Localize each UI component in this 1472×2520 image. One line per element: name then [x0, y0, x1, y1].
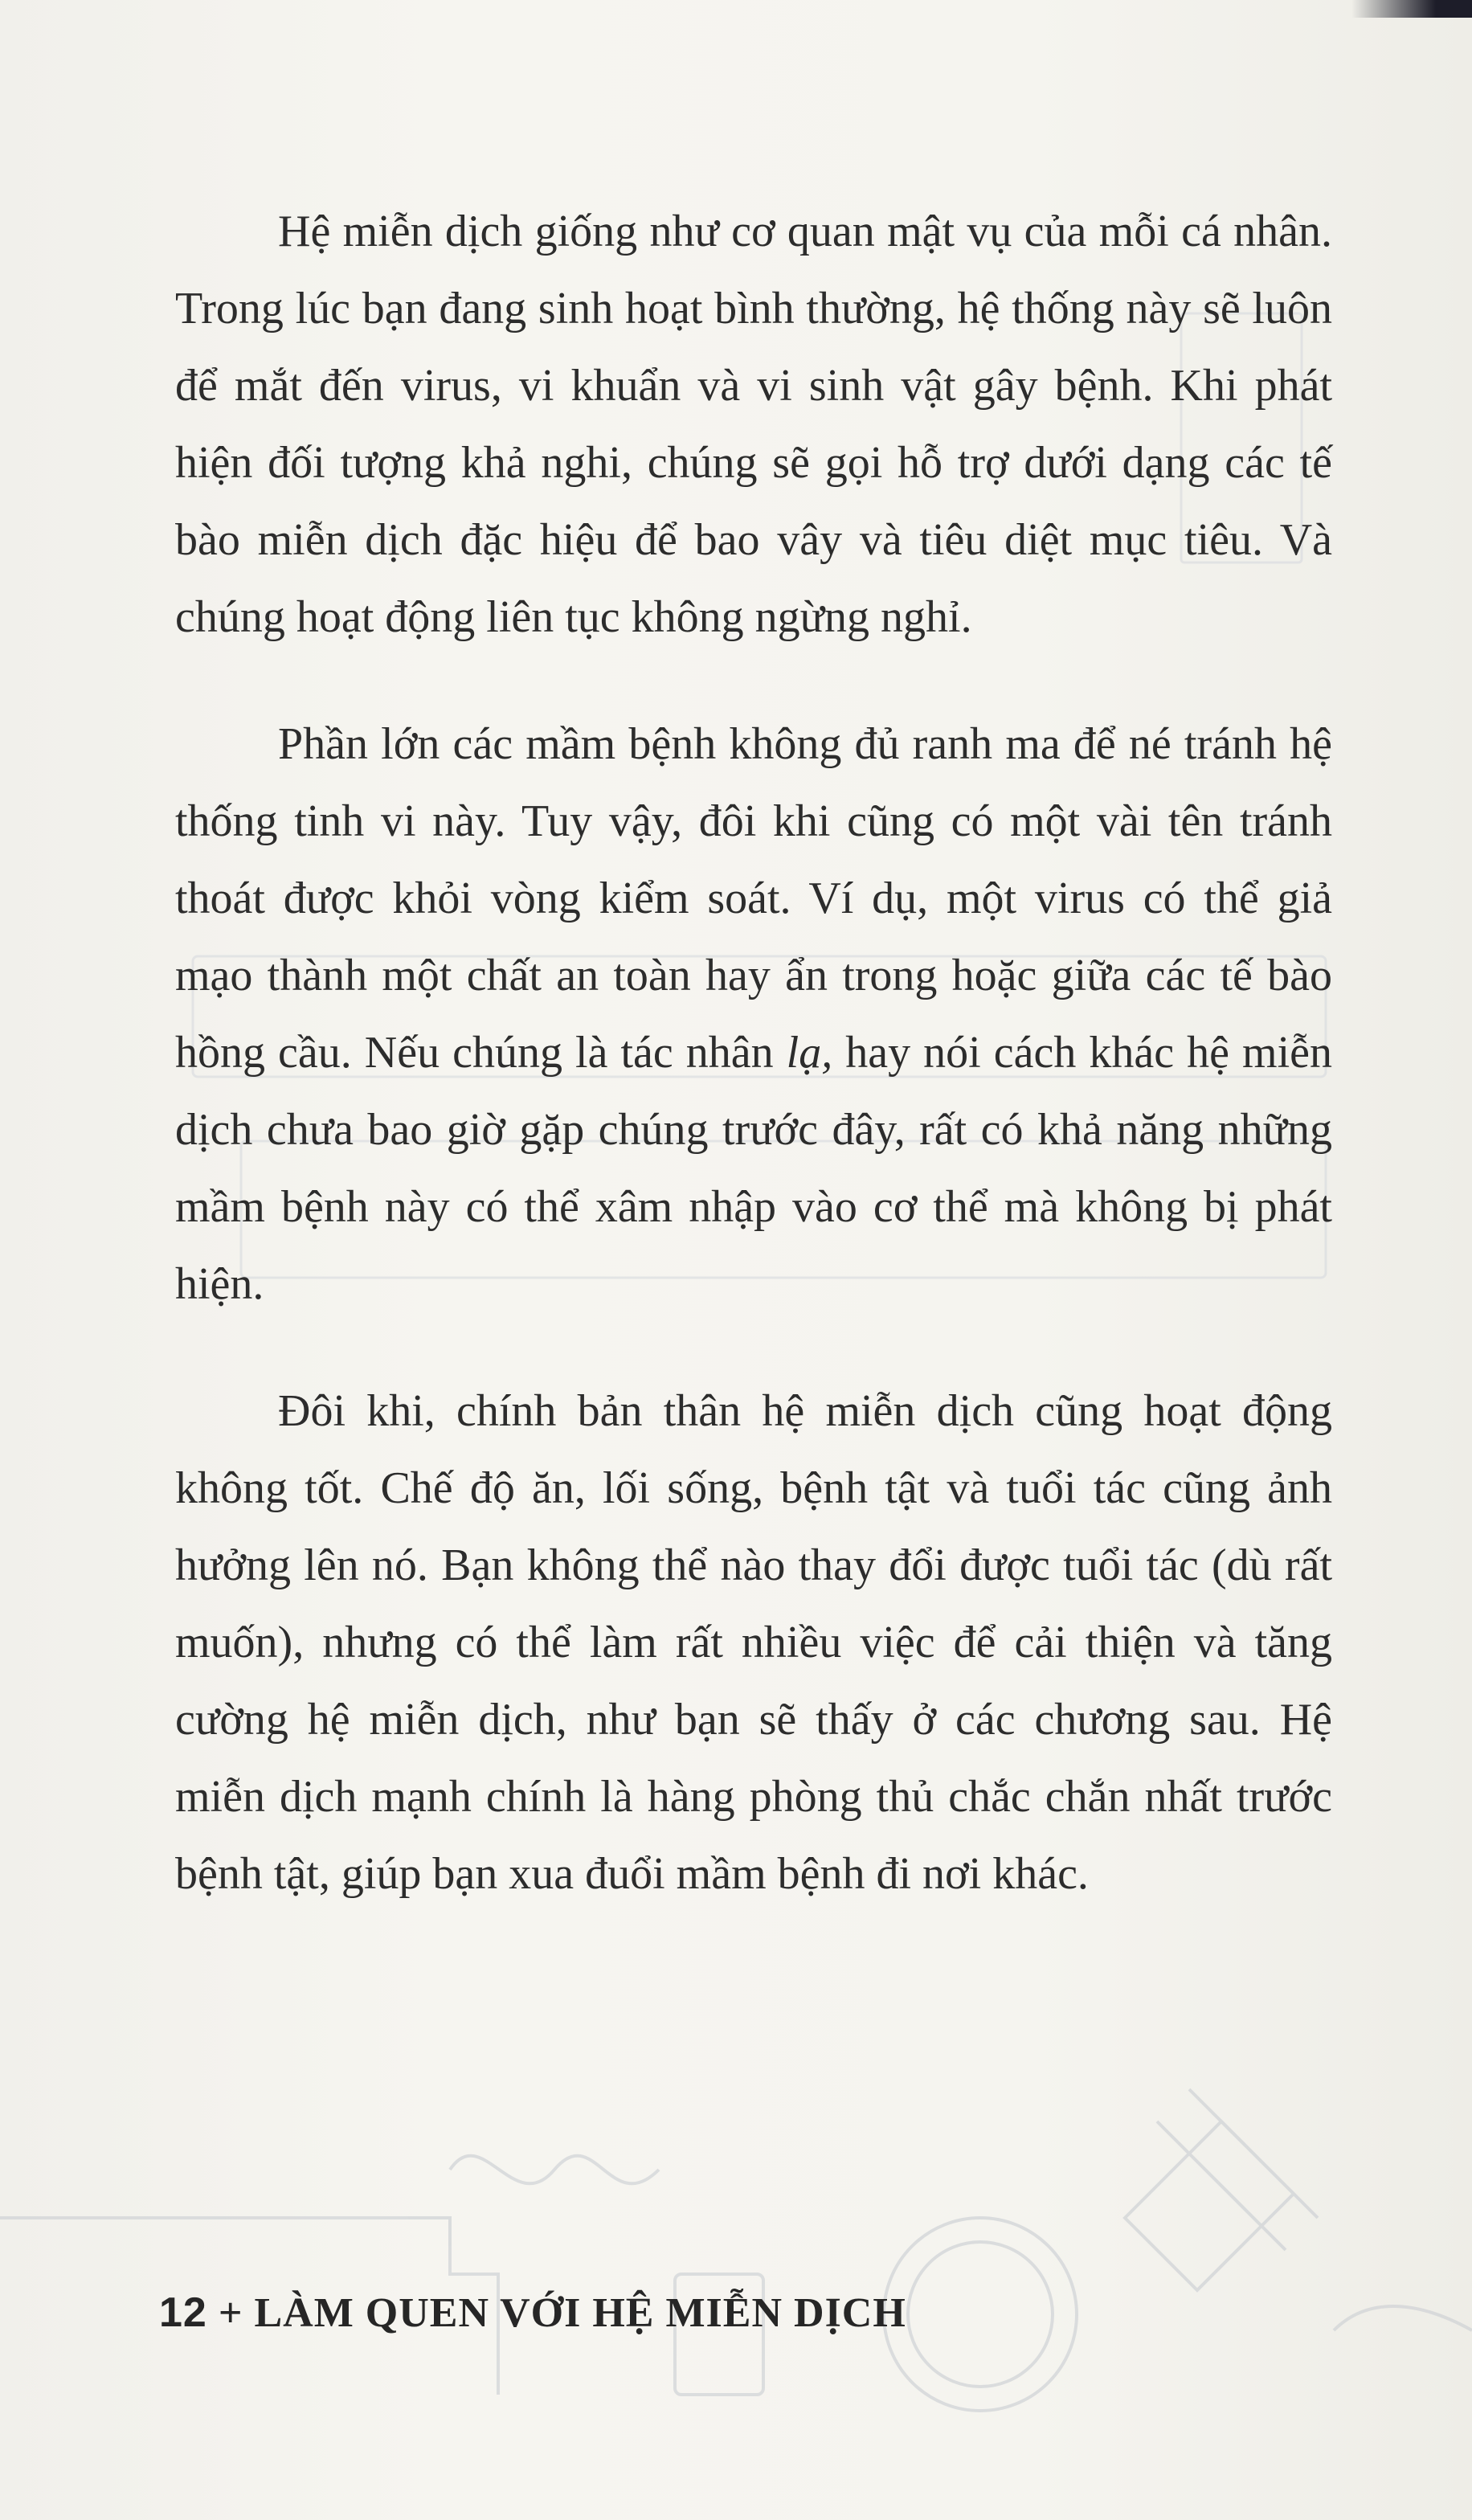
running-title: LÀM QUEN VỚI HỆ MIỄN DỊCH [254, 2290, 906, 2336]
footer-separator: + [218, 2290, 243, 2336]
page-edge-shadow [1351, 0, 1472, 18]
body-text [175, 193, 1332, 1912]
paragraph-2-part-2: hay nói cách khác hệ miễn dịch chưa bao giờ gặp chúng trước đây, rất có khả năng những mầm bệnh này có thể xâm nhập vào cơ thể mà không bị phát hiện. [175, 1028, 1332, 1309]
paragraph-2 [175, 706, 1332, 1323]
paragraph-2-part-1: Phần lớn các mầm bệnh không đủ ranh ma để né tránh hệ thống tinh vi này. Tuy vậy, đôi khi cũng có một vài tên tránh thoát được khỏi vòng kiểm soát. Ví dụ, một virus có thể giả mạo thành một chất an toàn hay ẩn trong hoặc giữa các tế bào hồng cầu. Nếu chúng là tác nhân [175, 719, 1332, 1078]
paragraph-1: Hệ miễn dịch giống như cơ quan mật vụ của mỗi cá nhân. Trong lúc bạn đang sinh hoạt bình thường, hệ thống này sẽ luôn để mắt đến virus, vi khuẩn và vi sinh vật gây bệnh. Khi phát hiện đối tượng khả nghi, chúng sẽ gọi hỗ trợ dưới dạng các tế bào miễn dịch đặc hiệu để bao vây và tiêu diệt mục tiêu. Và chúng hoạt động liên tục không ngừng nghỉ. [175, 207, 1332, 642]
page-footer [159, 2289, 906, 2337]
page-number: 12 [159, 2289, 207, 2336]
italic-emphasis: lạ, [786, 1028, 833, 1078]
show-through-illustration [0, 2089, 1472, 2411]
paragraph-3: Đôi khi, chính bản thân hệ miễn dịch cũng hoạt động không tốt. Chế độ ăn, lối sống, bệnh tật và tuổi tác cũng ảnh hưởng lên nó. Bạn không thể nào thay đổi được tuổi tác (dù rất muốn), nhưng có thể làm rất nhiều việc để cải thiện và tăng cường hệ miễn dịch, như bạn sẽ thấy ở các chương sau. Hệ miễn dịch mạnh chính là hàng phòng thủ chắc chắn nhất trước bệnh tật, giúp bạn xua đuổi mầm bệnh đi nơi khác. [175, 1386, 1332, 1899]
